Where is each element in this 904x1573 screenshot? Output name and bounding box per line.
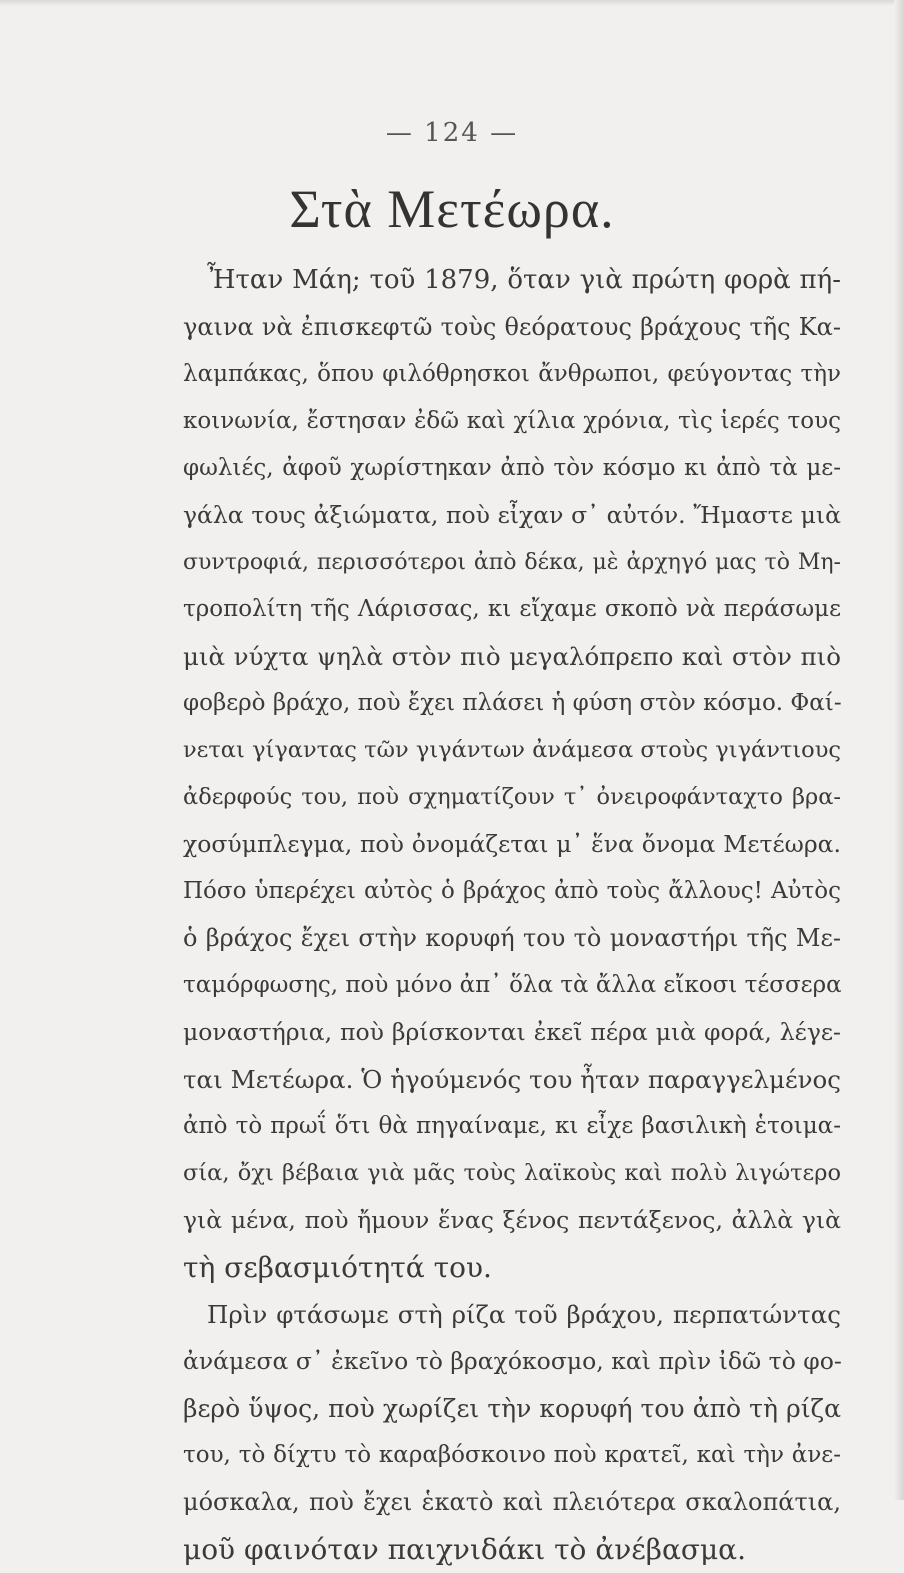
chapter-title: Στὰ Μετέωρα.: [289, 179, 615, 239]
text-line: ταμόρφωσης, ποὺ μόνο ἀπ᾽ ὅλα τὰ ἄλλα εἴκοσι τέσσερα: [183, 972, 842, 998]
text-line: Πρὶν φτάσωμε στὴ ρίζα τοῦ βράχου, περπατώντας: [207, 1300, 841, 1329]
text-line: τὴ σεβασμιότητά του.: [183, 1251, 492, 1284]
text-line: γάλα τους ἀξιώματα, ποὺ εἶχαν σ᾽ αὐτόν. Ἤμαστε μιὰ: [183, 501, 841, 529]
text-line: ἀνάμεσα σ᾽ ἐκεῖνο τὸ βραχόκοσμο, καὶ πρὶν ἰδῶ τὸ φο-: [183, 1347, 842, 1375]
text-line: μοῦ φαινόταν παιχνιδάκι τὸ ἀνέβασμα.: [183, 1533, 746, 1566]
text-line: μόσκαλα, ποὺ ἔχει ἑκατὸ καὶ πλειότερα σκαλοπάτια,: [183, 1488, 841, 1516]
text-line: γιὰ μένα, ποὺ ἤμουν ἕνας ξένος πεντάξενος, ἀλλὰ γιὰ: [183, 1206, 841, 1234]
text-line: μοναστήρια, ποὺ βρίσκονται ἐκεῖ πέρα μιὰ φορά, λέγε-: [183, 1018, 841, 1046]
text-line: κοινωνία, ἔστησαν ἐδῶ καὶ χίλια χρόνια, τὶς ἱερές τους: [183, 408, 841, 434]
text-line: νεται γίγαντας τῶν γιγάντων ἀνάμεσα στοὺς γιγάντιους: [183, 737, 841, 763]
text-line: βερὸ ὕψος, ποὺ χωρίζει τὴν κορυφή του ἀπὸ τὴ ρίζα: [183, 1394, 841, 1423]
text-line: Ἦταν Μάη; τοῦ 1879, ὅταν γιὰ πρώτη φορὰ πή-: [207, 265, 841, 295]
text-line: χοσύμπλεγμα, ποὺ ὀνομάζεται μ᾽ ἕνα ὄνομα Μετέωρα.: [183, 830, 841, 858]
page-number: — 124 —: [385, 118, 519, 148]
text-line: λαμπάκας, ὅπου φιλόθρησκοι ἄνθρωποι, φεύγοντας τὴν: [183, 361, 841, 387]
text-line: του, τὸ δίχτυ τὸ καραβόσκοινο ποὺ κρατεῖ, καὶ τὴν ἀνε-: [183, 1442, 841, 1468]
text-line: ται Μετέωρα. Ὁ ἡγούμενός του ἦταν παραγγελμένος: [183, 1065, 841, 1094]
text-line: ὁ βράχος ἔχει στὴν κορυφή του τὸ μοναστήρι τῆς Με-: [183, 924, 841, 952]
text-line: γαινα νὰ ἐπισκεφτῶ τοὺς θεόρατους βράχους τῆς Κα-: [183, 313, 841, 341]
body-text: [183, 257, 841, 1573]
text-line: μιὰ νύχτα ψηλὰ στὸν πιὸ μεγαλόπρεπο καὶ στὸν πιὸ: [183, 642, 841, 671]
text-line: φωλιές, ἀφοῦ χωρίστηκαν ἀπὸ τὸν κόσμο κι ἀπὸ τὰ με-: [183, 455, 841, 481]
text-line: ἀπὸ τὸ πρωΐ ὅτι θὰ πηγαίναμε, κι εἶχε βασιλικὴ ἑτοιμα-: [183, 1113, 841, 1139]
text-line: φοβερὸ βράχο, ποὺ ἔχει πλάσει ἡ φύση στὸν κόσμο. Φαί-: [183, 690, 842, 716]
text-line: τροπολίτη τῆς Λάρισσας, κι εἴχαμε σκοπὸ νὰ περάσωμε: [183, 596, 841, 622]
text-line: συντροφιά, περισσότεροι ἀπὸ δέκα, μὲ ἀρχηγό μας τὸ Μη-: [183, 550, 841, 575]
page-top-edge: [0, 0, 904, 6]
text-line: ἀδερφούς του, ποὺ σχηματίζουν τ᾽ ὀνειροφάνταχτο βρα-: [183, 784, 841, 810]
text-line: σία, ὄχι βέβαια γιὰ μᾶς τοὺς λαϊκοὺς καὶ πολὺ λιγώτερο: [183, 1160, 841, 1186]
text-line: Πόσο ὑπερέχει αὐτὸς ὁ βράχος ἀπὸ τοὺς ἄλλους! Αὐτὸς: [183, 878, 841, 904]
